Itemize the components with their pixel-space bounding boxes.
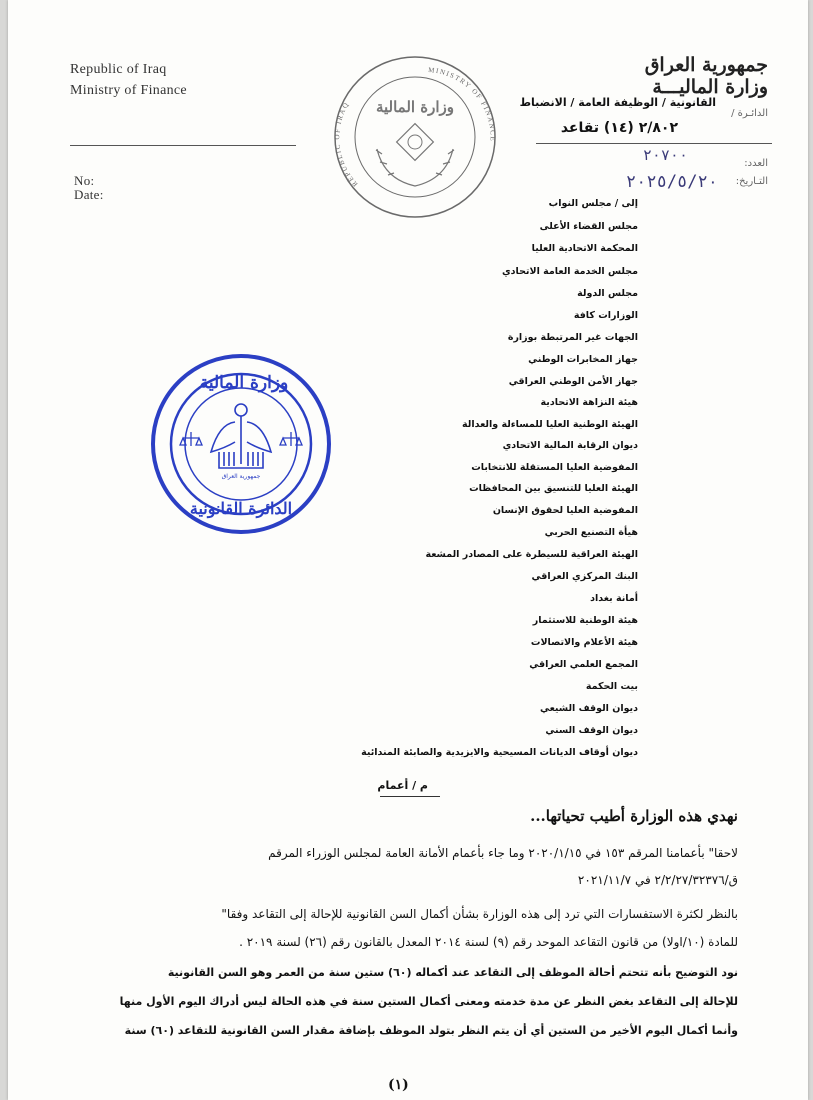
body-line: لاحقا" بأعمامنا المرقم ١٥٣ في ٢٠٢٠/١/١٥ وما جاء بأعمام الأمانة العامة لمجلس الوزراء المرقم	[268, 846, 738, 860]
header-republic-en: Republic of Iraq	[70, 62, 167, 77]
body-line: نود التوضيح بأنه تتحتم أحالة الموظف إلى التقاعد عند أكماله (٦٠) ستين سنة من العمر وهو السن القانونية	[167, 966, 738, 979]
addressee-item: المفوضية العليا لحقوق الإنسان	[492, 505, 638, 516]
body-line: للإحالة إلى التقاعد بغض النظر عن مدة خدمته ومعنى أكمال الستين سنة في هذه الحالة ليس أدراك اليوم الأول منها	[119, 995, 738, 1008]
addressee-item: الوزارات كافة	[573, 310, 638, 321]
seal-star-icon	[397, 124, 434, 161]
header-rule-right	[536, 143, 772, 144]
addressee-item: مجلس الخدمة العامة الاتحادي	[501, 266, 638, 277]
addressee-item: هيئة النزاهة الاتحادية	[540, 397, 638, 408]
addressee-item: هيئة الوطنية للاستثمار	[532, 615, 638, 626]
header-rule-left	[70, 145, 296, 146]
number-label-ar: العدد:	[744, 158, 768, 169]
addressee-item: جهاز المخابرات الوطني	[528, 354, 638, 365]
header-republic-ar: جمهورية العراق	[644, 54, 768, 76]
seal-title-ar: وزارة المالية	[375, 98, 455, 116]
addressee-item: إلى / مجلس النواب	[548, 198, 638, 209]
body-line: وأنما أكمال اليوم الأخير من الستين أي أن يتم النظر بتولد الموظف بإضافة مقدار السن القانونية للتقاعد (٦٠) سنة	[124, 1024, 738, 1037]
addressee-item: ديوان الوقف السني	[545, 725, 638, 736]
scales-right-icon	[280, 432, 302, 446]
body-line: ق/٢/٢/٢٧/٣٢٣٧٦ في ٢٠٢١/١١/٧	[577, 873, 738, 887]
addressee-item: مجلس القضاء الأعلى	[539, 221, 638, 232]
date-label-ar: التـاريخ:	[735, 176, 768, 187]
addressee-item: الهيئة العليا للتنسيق بين المحافظات	[469, 483, 638, 494]
emblem-caption: جمهورية العراق	[221, 473, 261, 480]
greeting: نهدي هذه الوزارة أطيب تحياتها...	[530, 807, 738, 825]
addressee-item: أمانة بغداد	[590, 593, 638, 604]
scales-left-icon	[180, 432, 202, 446]
stamp-bottom-text: الدائرة القانونية	[189, 499, 293, 518]
seal-wreath-icon	[376, 149, 454, 186]
subject-underline	[380, 796, 440, 797]
addressee-item: الهيئة الوطنية العليا للمساءلة والعدالة	[462, 419, 638, 430]
stamp-top-text: وزارة المالية	[199, 373, 289, 393]
department-label: الدائـرة /	[731, 108, 768, 119]
addressee-item: المجمع العلمي العراقي	[529, 659, 638, 670]
addressee-item: ديوان أوقاف الديانات المسيحية والايزيدية والصابئة المندائية	[361, 747, 638, 758]
addressee-item: المحكمة الاتحادية العليا	[531, 243, 638, 254]
ministry-seal-emblem	[332, 54, 498, 220]
addressee-item: بيت الحكمة	[585, 681, 638, 692]
subject-line: م / أعمام	[377, 779, 428, 792]
date-label-en: Date:	[74, 187, 104, 202]
eagle-emblem-icon	[211, 404, 271, 468]
addressee-item: الهيئة العراقية للسيطرة على المصادر المشعة	[425, 549, 638, 560]
body-line: للمادة (١٠/اولا) من قانون التقاعد الموحد رقم (٩) لسنة ٢٠١٤ المعدل بالقانون رقم (٢٦) لسنة ٢٠١٩ .	[239, 935, 738, 949]
addressee-item: الجهات غير المرتبطة بوزارة	[507, 332, 638, 343]
addressee-item: جهاز الأمن الوطني العراقي	[508, 376, 638, 387]
addressee-item: البنك المركزي العراقي	[531, 571, 638, 582]
page-number: (١)	[388, 1077, 409, 1093]
addressee-item: المفوضية العليا المستقلة للانتخابات	[471, 462, 638, 473]
number-label-en: No:	[74, 173, 95, 188]
addressee-item: هيأة التصنيع الحربي	[544, 527, 638, 538]
reference-number: ٢/٨٠٢ (١٤) تقاعد	[560, 120, 678, 136]
seal-text-ministry: MINISTRY OF FINANCE	[427, 65, 497, 143]
addressee-item: مجلس الدولة	[577, 288, 638, 299]
document-page	[8, 0, 808, 1100]
handwritten-date: ٢٠٢٥/٥/٢٠	[625, 172, 718, 192]
department-value: القانونية / الوظيفة العامة / الانضباط	[519, 96, 716, 109]
seal-text-republic: REPUBLIC OF IRAQ	[333, 100, 360, 189]
body-line: بالنظر لكثرة الاستفسارات التي ترد إلى هذه الوزارة بشأن أكمال السن القانونية للإحالة إلى التقاعد وفقا"	[221, 907, 738, 921]
header-ministry-ar: وزارة الماليـــة	[652, 76, 768, 98]
addressee-item: ديوان الرقابة المالية الاتحادي	[502, 440, 638, 451]
addressee-item: ديوان الوقف الشيعي	[539, 703, 638, 714]
legal-department-stamp	[149, 352, 333, 536]
addressee-item: هيئة الأعلام والاتصالات	[530, 637, 638, 648]
handwritten-number: ٢٠٧٠٠	[642, 146, 688, 164]
header-ministry-en: Ministry of Finance	[70, 83, 187, 98]
